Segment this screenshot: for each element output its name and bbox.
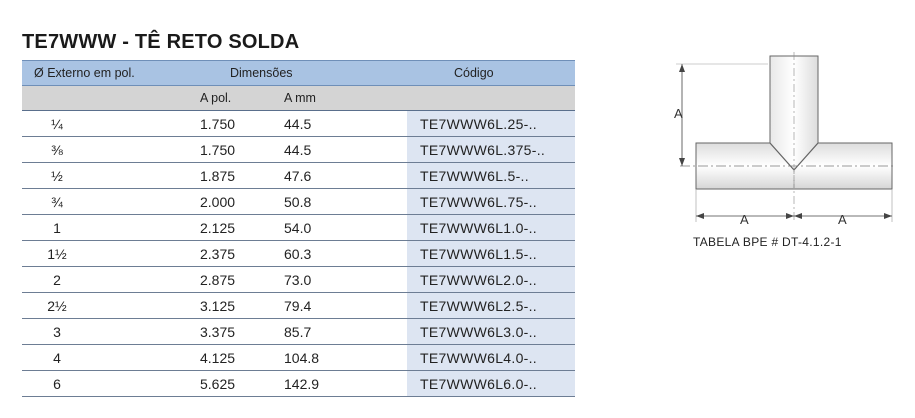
table-header	[22, 60, 575, 86]
cell-a-pol: 3.375	[200, 324, 236, 340]
cell-code: TE7WWW6L3.0-..	[420, 324, 537, 340]
cell-code: TE7WWW6L4.0-..	[420, 350, 537, 366]
tee-diagram	[660, 50, 900, 260]
diagram-caption: TABELA BPE # DT-4.1.2-1	[693, 235, 842, 249]
cell-code: TE7WWW6L.375-..	[420, 142, 546, 158]
cell-a-pol: 2.000	[200, 194, 236, 210]
subheader-a-pol: A pol.	[200, 91, 232, 105]
table-row	[22, 371, 575, 397]
table-subheader	[22, 86, 575, 111]
table-row	[22, 241, 575, 267]
table-row	[22, 293, 575, 319]
cell-a-pol: 5.625	[200, 376, 236, 392]
cell-a-mm: 73.0	[284, 272, 312, 288]
cell-code: TE7WWW6L1.5-..	[420, 246, 537, 262]
table-row	[22, 189, 575, 215]
dimension-label-left: A	[740, 212, 749, 227]
cell-external-diameter: ½	[51, 168, 63, 184]
cell-external-diameter: 1½	[47, 246, 67, 262]
cell-code: TE7WWW6L.5-..	[420, 168, 529, 184]
cell-a-pol: 2.125	[200, 220, 236, 236]
table-row	[22, 215, 575, 241]
cell-a-mm: 60.3	[284, 246, 312, 262]
cell-external-diameter: 3	[53, 324, 61, 340]
cell-a-mm: 50.8	[284, 194, 312, 210]
cell-a-pol: 3.125	[200, 298, 236, 314]
cell-a-pol: 1.875	[200, 168, 236, 184]
cell-a-mm: 44.5	[284, 116, 312, 132]
cell-a-pol: 1.750	[200, 142, 236, 158]
cell-a-mm: 142.9	[284, 376, 320, 392]
cell-external-diameter: 1	[53, 220, 61, 236]
table-row	[22, 163, 575, 189]
cell-code: TE7WWW6L2.0-..	[420, 272, 537, 288]
table-row	[22, 345, 575, 371]
cell-code: TE7WWW6L.75-..	[420, 194, 537, 210]
cell-a-mm: 47.6	[284, 168, 312, 184]
cell-external-diameter: 2½	[47, 298, 67, 314]
cell-code: TE7WWW6L.25-..	[420, 116, 537, 132]
cell-a-mm: 79.4	[284, 298, 312, 314]
header-external-diameter: Ø Externo em pol.	[34, 66, 135, 80]
cell-a-mm: 44.5	[284, 142, 312, 158]
table-body	[22, 111, 575, 397]
table-row	[22, 111, 575, 137]
cell-external-diameter: 6	[53, 376, 61, 392]
dimension-label-vertical: A	[674, 106, 683, 121]
header-code: Código	[454, 66, 494, 80]
table-row	[22, 319, 575, 345]
dimensions-table	[22, 60, 575, 397]
cell-a-pol: 1.750	[200, 116, 236, 132]
cell-code: TE7WWW6L6.0-..	[420, 376, 537, 392]
cell-a-pol: 4.125	[200, 350, 236, 366]
header-dimensions: Dimensões	[230, 66, 293, 80]
cell-external-diameter: ¼	[51, 116, 63, 132]
cell-external-diameter: 2	[53, 272, 61, 288]
cell-a-mm: 85.7	[284, 324, 312, 340]
cell-a-mm: 104.8	[284, 350, 320, 366]
cell-external-diameter: ¾	[51, 194, 63, 210]
subheader-a-mm: A mm	[284, 91, 316, 105]
cell-a-mm: 54.0	[284, 220, 312, 236]
table-row	[22, 267, 575, 293]
cell-a-pol: 2.375	[200, 246, 236, 262]
dimension-label-right: A	[838, 212, 847, 227]
cell-code: TE7WWW6L1.0-..	[420, 220, 537, 236]
cell-code: TE7WWW6L2.5-..	[420, 298, 537, 314]
table-row	[22, 137, 575, 163]
cell-external-diameter: ⅜	[51, 142, 63, 158]
cell-a-pol: 2.875	[200, 272, 236, 288]
page-title: TE7WWW - TÊ RETO SOLDA	[22, 31, 300, 53]
cell-external-diameter: 4	[53, 350, 61, 366]
